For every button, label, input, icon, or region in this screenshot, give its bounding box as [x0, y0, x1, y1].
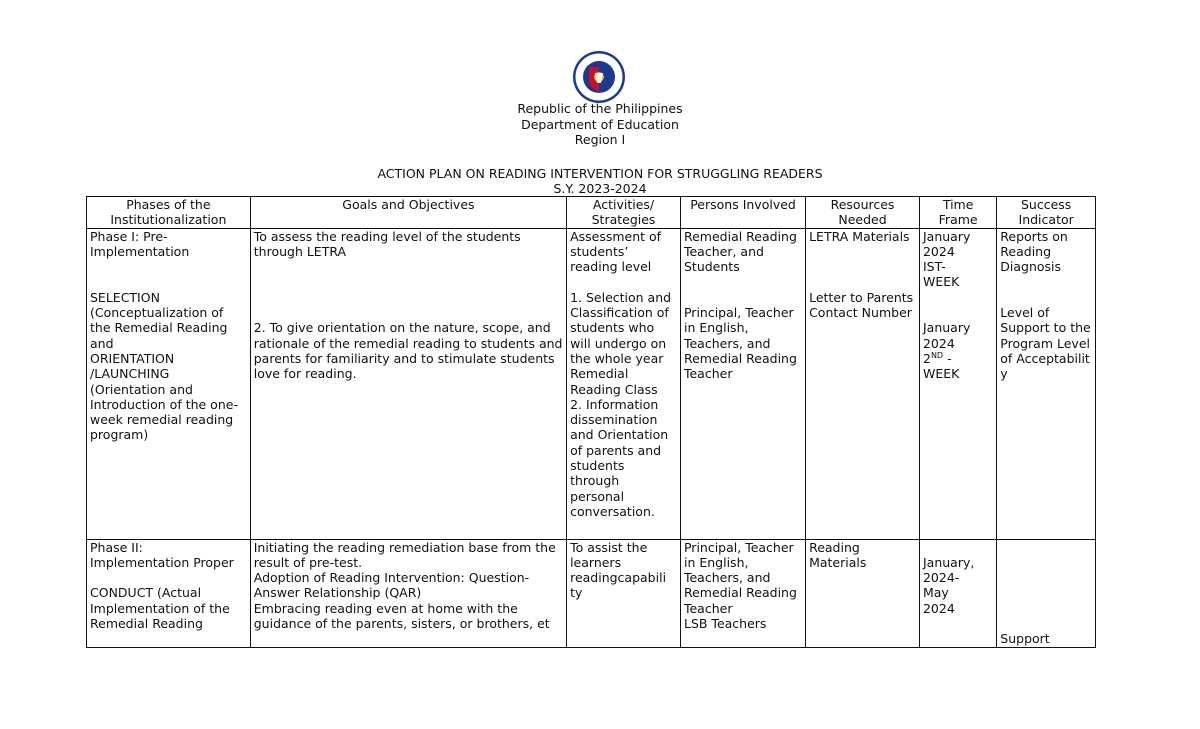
col-header-goals: Goals and Objectives	[250, 197, 566, 229]
timeframe-week2: January 2024 2	[922, 320, 971, 366]
header-region: Region I	[574, 132, 626, 147]
document-title: ACTION PLAN ON READING INTERVENTION FOR STRUGGLING READERS	[377, 165, 823, 181]
cell-phase: Phase II: Implementation Proper CONDUCT (Actual Implementation of the Remedial Reading	[87, 539, 251, 647]
cell-activities: Assessment of students’ reading level 1. Selection and Classification of students who will undergo on the whole year Remedial Reading Class 2. Information dissemination and Orientation of parents and students through personal conversation.	[567, 228, 681, 539]
header-country: Republic of the Philippines	[517, 101, 683, 116]
col-header-activities: Activities/ Strategies	[567, 197, 681, 229]
table-row	[87, 539, 1096, 647]
cell-goals: To assess the reading level of the students through LETRA 2. To give orientation on the nature, scope, and rationale of the remedial reading to students and parents for familiarity and to stimulate students love for reading.	[250, 228, 566, 539]
action-plan-table	[86, 196, 1096, 648]
cell-indicator: Support	[997, 539, 1096, 647]
cell-persons: Remedial Reading Teacher, and Students Principal, Teacher in English, Teachers, and Remedial Reading Teacher	[680, 228, 805, 539]
school-year: S.Y. 2023-2024	[553, 181, 647, 196]
table-row	[87, 228, 1096, 539]
ordinal-suffix: ND	[930, 350, 944, 360]
cell-resources: Reading Materials	[806, 539, 920, 647]
cell-timeframe	[919, 228, 996, 539]
timeframe-week1: January 2024 IST- WEEK	[922, 228, 971, 290]
col-header-timeframe: Time Frame	[919, 197, 996, 229]
cell-indicator: Reports on Reading Diagnosis Level of Support to the Program Level of Acceptabilit y	[997, 228, 1096, 539]
col-header-indicator: Success Indicator	[997, 197, 1096, 229]
cell-phase: Phase I: Pre- Implementation SELECTION (Conceptualization of the Remedial Reading and ORIENTATION /LAUNCHING (Orientation and Introduction of the one-week remedial reading program)	[87, 228, 251, 539]
table-header-row	[87, 197, 1096, 229]
cell-activities: To assist the learners readingcapabili ty	[567, 539, 681, 647]
deped-seal-logo	[564, 50, 634, 104]
header-department: Department of Education	[521, 116, 679, 132]
document-header	[0, 101, 1200, 197]
cell-timeframe: January, 2024- May 2024	[919, 539, 996, 647]
cell-goals: Initiating the reading remediation base from the result of pre-test. Adoption of Reading Intervention: Question-Answer Relationship (QAR) Embracing reading even at home with the guidance of the parents, sisters, or brothers, et	[250, 539, 566, 647]
col-header-resources: Resources Needed	[806, 197, 920, 229]
cell-persons: Principal, Teacher in English, Teachers, and Remedial Reading Teacher LSB Teachers	[680, 539, 805, 647]
col-header-phases: Phases of the Institutionalization	[87, 197, 251, 229]
cell-resources: LETRA Materials Letter to Parents Contact Number	[806, 228, 920, 539]
timeframe-week2-end: - WEEK	[922, 350, 960, 382]
col-header-persons: Persons Involved	[680, 197, 805, 229]
